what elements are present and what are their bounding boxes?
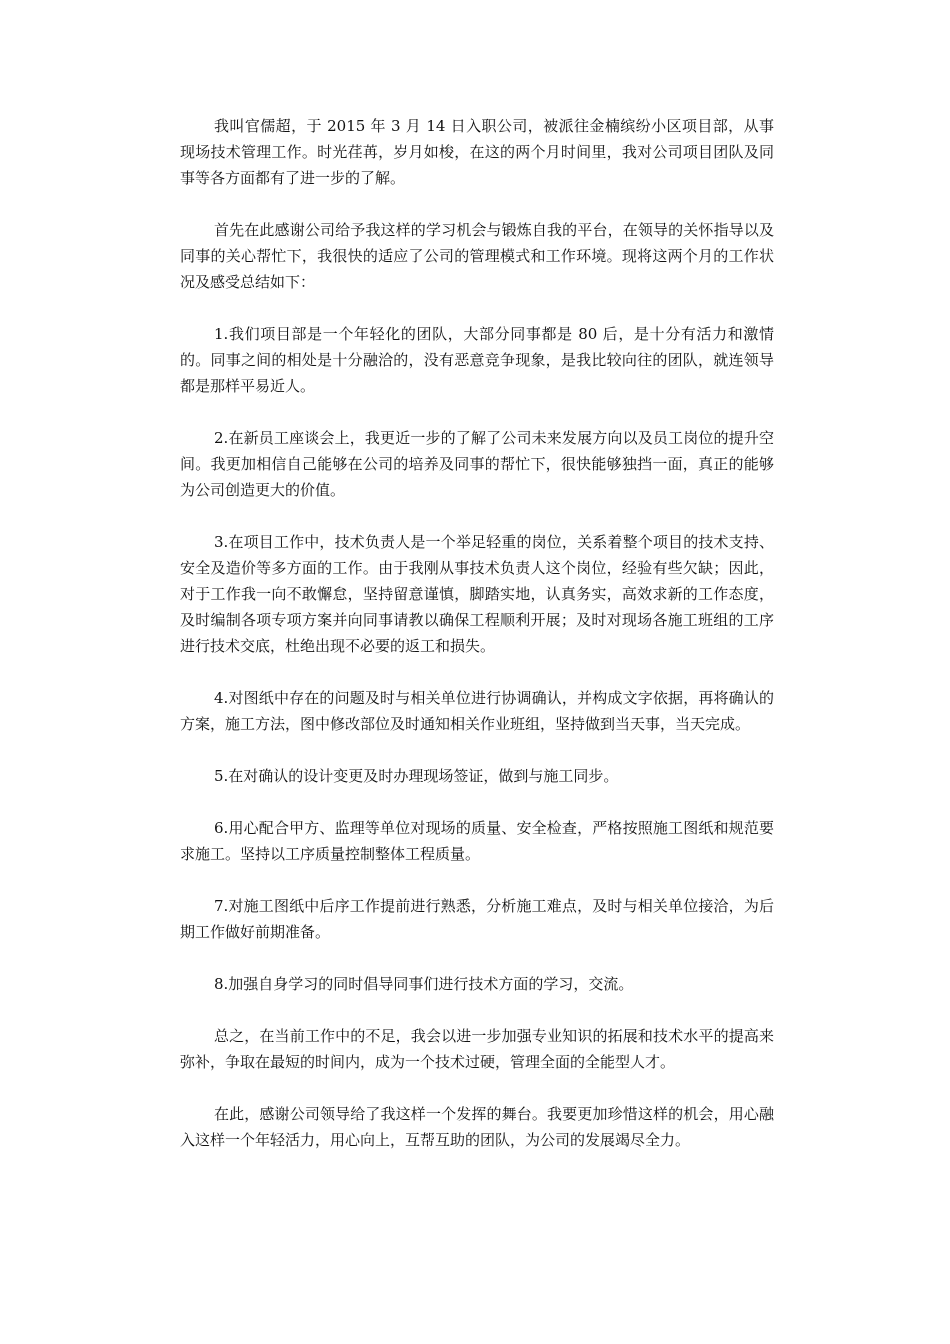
document-page: [180, 113, 774, 1153]
list-item-2: 2.在新员工座谈会上，我更近一步的了解了公司未来发展方向以及员工岗位的提升空间。我更加相信自己能够在公司的培养及同事的帮忙下，很快能够独挡一面，真正的能够为公司创造更大的价值。: [180, 429, 774, 499]
list-item-7: 7.对施工图纸中后序工作提前进行熟悉，分析施工难点，及时与相关单位接洽，为后期工作做好前期准备。: [180, 897, 774, 941]
list-item-4: 4.对图纸中存在的问题及时与相关单位进行协调确认，并构成文字依据，再将确认的方案，施工方法，图中修改部位及时通知相关作业班组，坚持做到当天事，当天完成。: [180, 689, 774, 733]
summary-paragraph: 总之，在当前工作中的不足，我会以进一步加强专业知识的拓展和技术水平的提高来弥补，争取在最短的时间内，成为一个技术过硬，管理全面的全能型人才。: [180, 1027, 774, 1071]
list-item-6: 6.用心配合甲方、监理等单位对现场的质量、安全检查，严格按照施工图纸和规范要求施工。坚持以工序质量控制整体工程质量。: [180, 819, 774, 863]
list-item-1: 1.我们项目部是一个年轻化的团队，大部分同事都是 80 后，是十分有活力和激情的。同事之间的相处是十分融洽的，没有恶意竞争现象，是我比较向往的团队，就连领导都是那样平易近人。: [180, 325, 774, 395]
list-item-3: 3.在项目工作中，技术负责人是一个举足轻重的岗位，关系着整个项目的技术支持、安全及造价等多方面的工作。由于我刚从事技术负责人这个岗位，经验有些欠缺；因此，对于工作我一向不敢懈怠，坚持留意谨慎，脚踏实地，认真务实，高效求新的工作态度，及时编制各项专项方案并向同事请教以确保工程顺利开展；及时对现场各施工班组的工序进行技术交底，杜绝出现不必要的返工和损失。: [180, 533, 774, 655]
gratitude-paragraph: 首先在此感谢公司给予我这样的学习机会与锻炼自我的平台，在领导的关怀指导以及同事的关心帮忙下，我很快的适应了公司的管理模式和工作环境。现将这两个月的工作状况及感受总结如下：: [180, 221, 774, 291]
list-item-8: 8.加强自身学习的同时倡导同事们进行技术方面的学习，交流。: [214, 975, 634, 993]
closing-paragraph: 在此，感谢公司领导给了我这样一个发挥的舞台。我要更加珍惜这样的机会，用心融入这样一个年轻活力，用心向上，互帮互助的团队，为公司的发展竭尽全力。: [180, 1105, 774, 1149]
intro-paragraph: 我叫官儒超，于 2015 年 3 月 14 日入职公司，被派往金楠缤纷小区项目部，从事现场技术管理工作。时光荏苒，岁月如梭，在这的两个月时间里，我对公司项目团队及同事等各方面都有了进一步的了解。: [180, 117, 774, 187]
list-item-5: 5.在对确认的设计变更及时办理现场签证，做到与施工同步。: [214, 767, 619, 785]
